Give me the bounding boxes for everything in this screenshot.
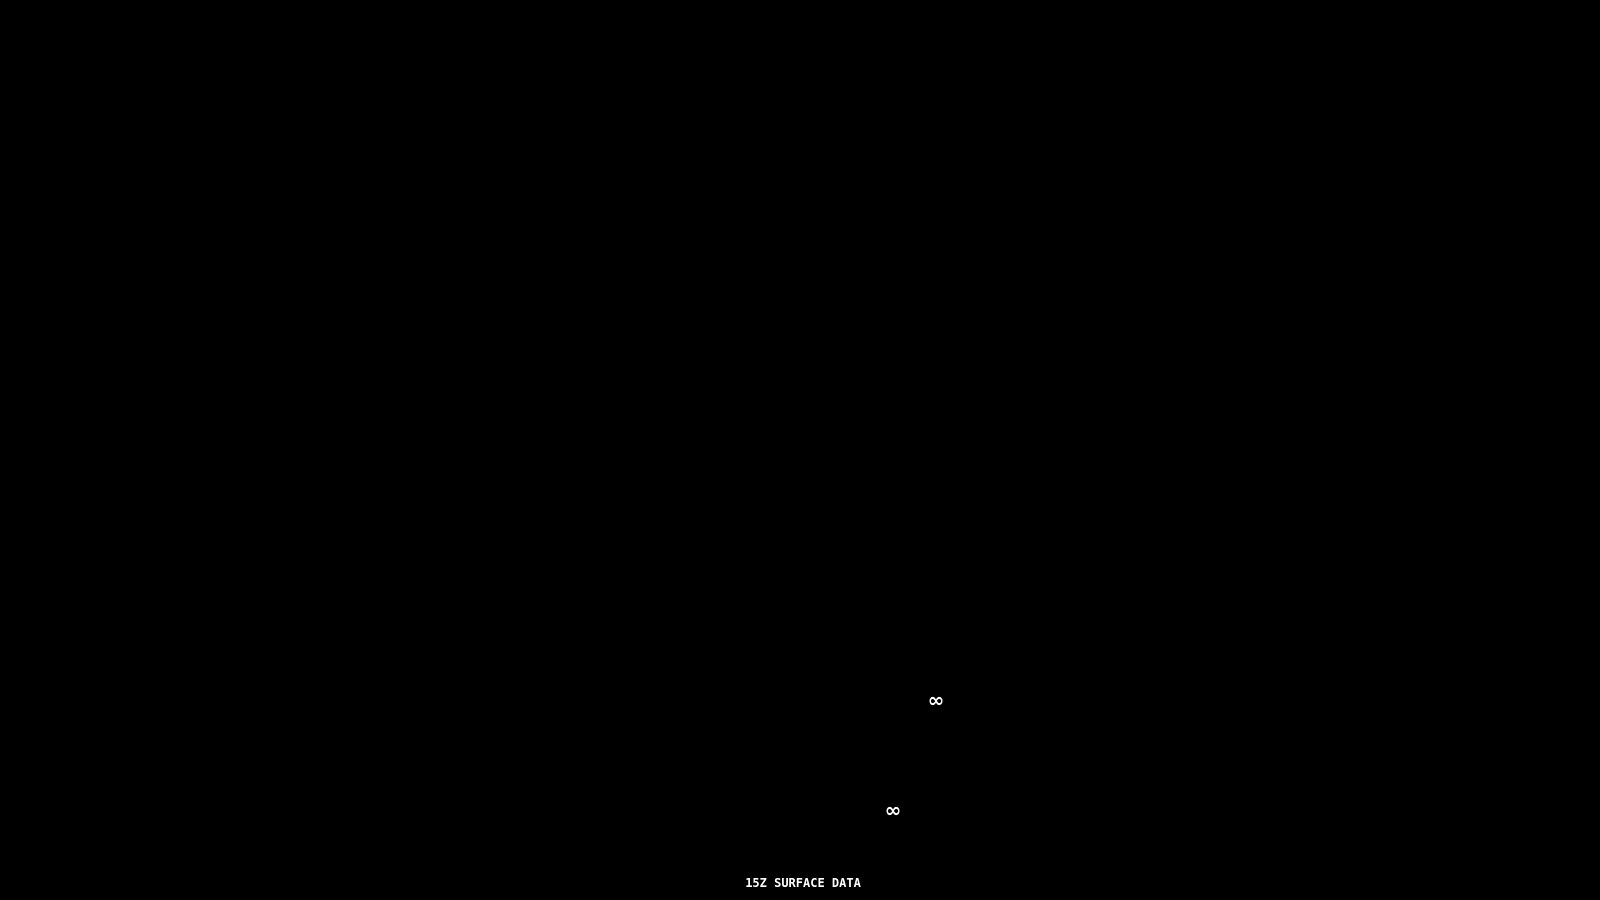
haze-symbol: ∞ [927, 688, 945, 712]
plot-title: 15Z SURFACE DATA [745, 876, 861, 890]
haze-symbol: ∞ [884, 798, 902, 822]
